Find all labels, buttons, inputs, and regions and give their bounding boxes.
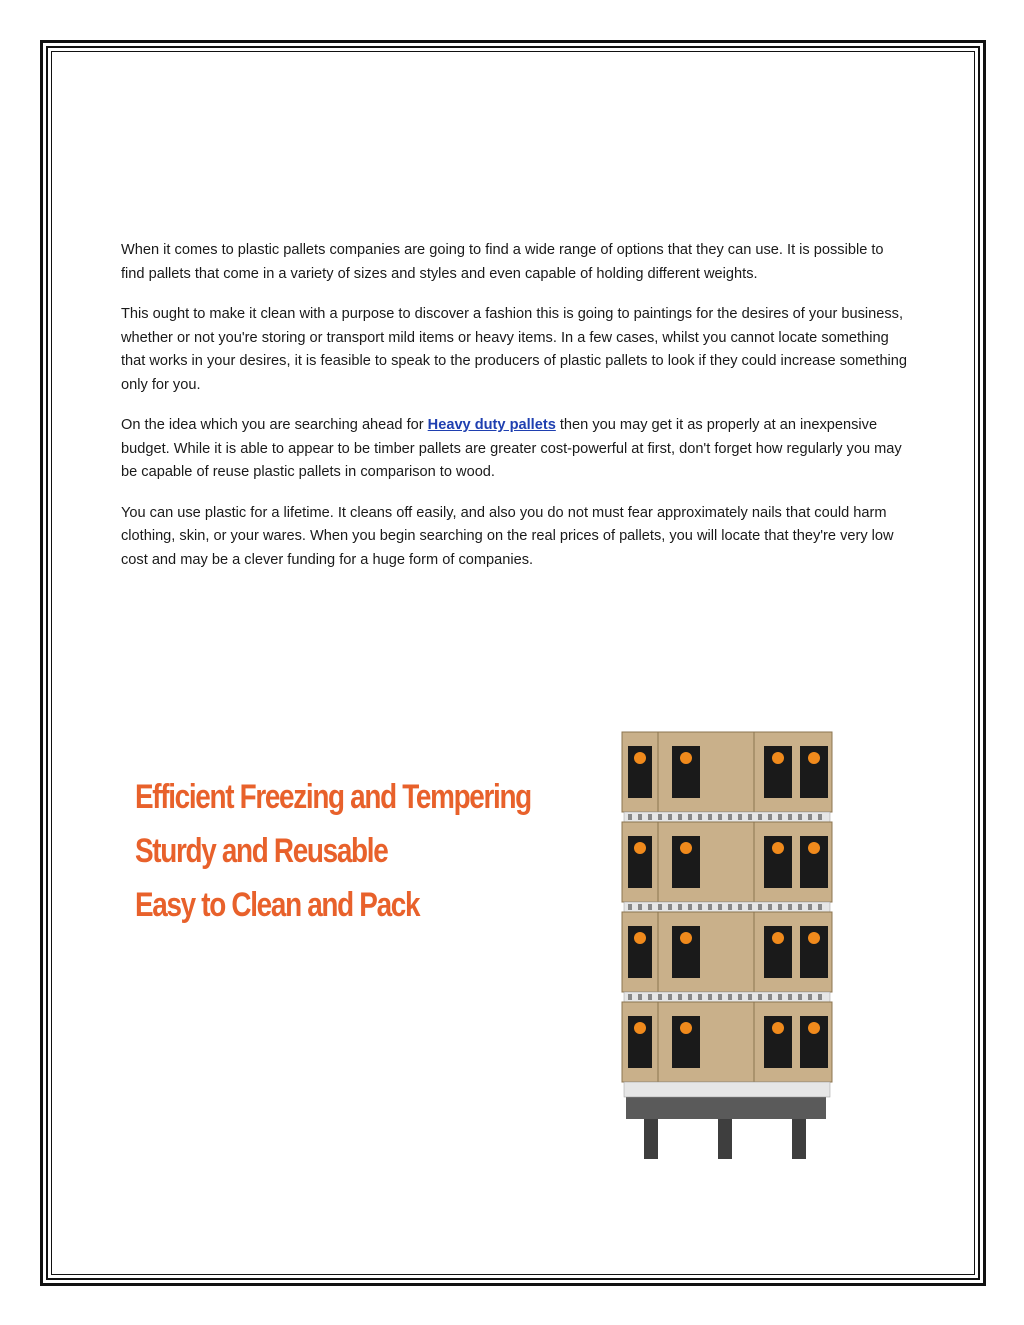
spacer-slot	[708, 814, 712, 820]
paragraph-3	[121, 414, 911, 485]
spacer-slot	[758, 904, 762, 910]
freezer-spacer-logo	[680, 842, 692, 854]
spacer-slot	[788, 904, 792, 910]
spacer-slot	[738, 814, 742, 820]
spacer-slot	[798, 904, 802, 910]
spacer-slot	[638, 904, 642, 910]
freezer-spacer-logo	[808, 932, 820, 944]
freezer-spacer-logo	[772, 1022, 784, 1034]
spacer-slot	[628, 904, 632, 910]
spacer-slot	[798, 814, 802, 820]
spacer-slot	[658, 904, 662, 910]
paragraph-2: This ought to make it clean with a purpose to discover a fashion this is going to paintings for the desires of your business, whether or not you're storing or transport mild items or heavy items. In a few cases, whilst you cannot locate something that works in your desires, it is feasible to speak to the producers of plastic pallets to look if they could increase something only for you.	[121, 306, 908, 393]
spacer-slot	[778, 994, 782, 1000]
spacer-slot	[658, 814, 662, 820]
spacer-slot	[758, 814, 762, 820]
spacer-slot	[818, 904, 822, 910]
promo-line-2: Sturdy and Reusable	[135, 832, 388, 870]
promo-graphic	[135, 770, 535, 932]
paragraph-4: You can use plastic for a lifetime. It cleans off easily, and also you do not must fear approximately nails that could harm clothing, skin, or your wares. When you begin searching on the real prices of pallets, you will locate that they're very low cost and may be a clever funding for a huge form of companies.	[121, 504, 894, 568]
freezer-spacer-logo	[634, 1022, 646, 1034]
freezer-spacer-logo	[634, 752, 646, 764]
freezer-spacer-logo	[772, 752, 784, 764]
spacer-slot	[728, 904, 732, 910]
pallet-leg	[644, 1119, 658, 1159]
pallet-leg	[718, 1119, 732, 1159]
freezer-spacer-logo	[808, 752, 820, 764]
spacer-slot	[718, 994, 722, 1000]
spacer-slot	[718, 904, 722, 910]
paragraph-1: When it comes to plastic pallets companies are going to find a wide range of options that they can use. It is possible to find pallets that come in a variety of sizes and styles and even capable of holding different weights.	[121, 242, 884, 282]
spacer-slot	[698, 814, 702, 820]
spacer-slot	[678, 814, 682, 820]
spacer-slot	[728, 814, 732, 820]
spacer-slot	[698, 904, 702, 910]
spacer-slot	[778, 904, 782, 910]
stacked-boxes-pallet-image	[614, 722, 840, 1172]
spacer-slot	[768, 994, 772, 1000]
spacer-slot	[688, 814, 692, 820]
spacer-slot	[668, 994, 672, 1000]
spacer-strip	[624, 1082, 830, 1097]
freezer-spacer-logo	[808, 1022, 820, 1034]
spacer-slot	[688, 994, 692, 1000]
spacer-slot	[808, 994, 812, 1000]
article-body	[121, 239, 911, 589]
spacer-slot	[798, 994, 802, 1000]
freezer-spacer-logo	[772, 932, 784, 944]
pallet-leg	[792, 1119, 806, 1159]
spacer-slot	[648, 904, 652, 910]
spacer-slot	[628, 994, 632, 1000]
freezer-spacer-logo	[634, 842, 646, 854]
spacer-slot	[658, 994, 662, 1000]
promo-line-1: Efficient Freezing and Tempering	[135, 778, 531, 816]
pallet-base	[626, 1097, 826, 1119]
paragraph-3-text-end: then you may get it as properly at an inexpensive budget. While it is able to appear to be timber pallets are greater cost-powerful at first, don't forget how regularly you may be capable of reuse plastic pallets in comparison to wood.	[121, 417, 902, 480]
spacer-slot	[638, 814, 642, 820]
spacer-slot	[678, 994, 682, 1000]
spacer-slot	[648, 814, 652, 820]
spacer-slot	[648, 994, 652, 1000]
spacer-slot	[758, 994, 762, 1000]
freezer-spacer-logo	[772, 842, 784, 854]
spacer-slot	[668, 904, 672, 910]
spacer-slot	[668, 814, 672, 820]
freezer-spacer-logo	[808, 842, 820, 854]
spacer-slot	[808, 904, 812, 910]
spacer-slot	[778, 814, 782, 820]
spacer-slot	[688, 904, 692, 910]
spacer-slot	[738, 994, 742, 1000]
spacer-slot	[768, 814, 772, 820]
promo-line-3: Easy to Clean and Pack	[135, 886, 420, 924]
spacer-slot	[788, 814, 792, 820]
spacer-slot	[628, 814, 632, 820]
spacer-slot	[708, 904, 712, 910]
spacer-slot	[728, 994, 732, 1000]
freezer-spacer-logo	[634, 932, 646, 944]
spacer-slot	[698, 994, 702, 1000]
spacer-slot	[638, 994, 642, 1000]
heavy-duty-pallets-link[interactable]: Heavy duty pallets	[427, 417, 556, 433]
freezer-spacer-logo	[680, 1022, 692, 1034]
spacer-slot	[768, 904, 772, 910]
spacer-slot	[748, 904, 752, 910]
spacer-slot	[818, 814, 822, 820]
spacer-slot	[748, 814, 752, 820]
spacer-slot	[678, 904, 682, 910]
spacer-slot	[818, 994, 822, 1000]
spacer-slot	[718, 814, 722, 820]
freezer-spacer-logo	[680, 932, 692, 944]
freezer-spacer-logo	[680, 752, 692, 764]
paragraph-3-text-start: On the idea which you are searching ahead for	[121, 417, 428, 433]
spacer-slot	[788, 994, 792, 1000]
spacer-slot	[738, 904, 742, 910]
spacer-slot	[708, 994, 712, 1000]
spacer-slot	[808, 814, 812, 820]
spacer-slot	[748, 994, 752, 1000]
